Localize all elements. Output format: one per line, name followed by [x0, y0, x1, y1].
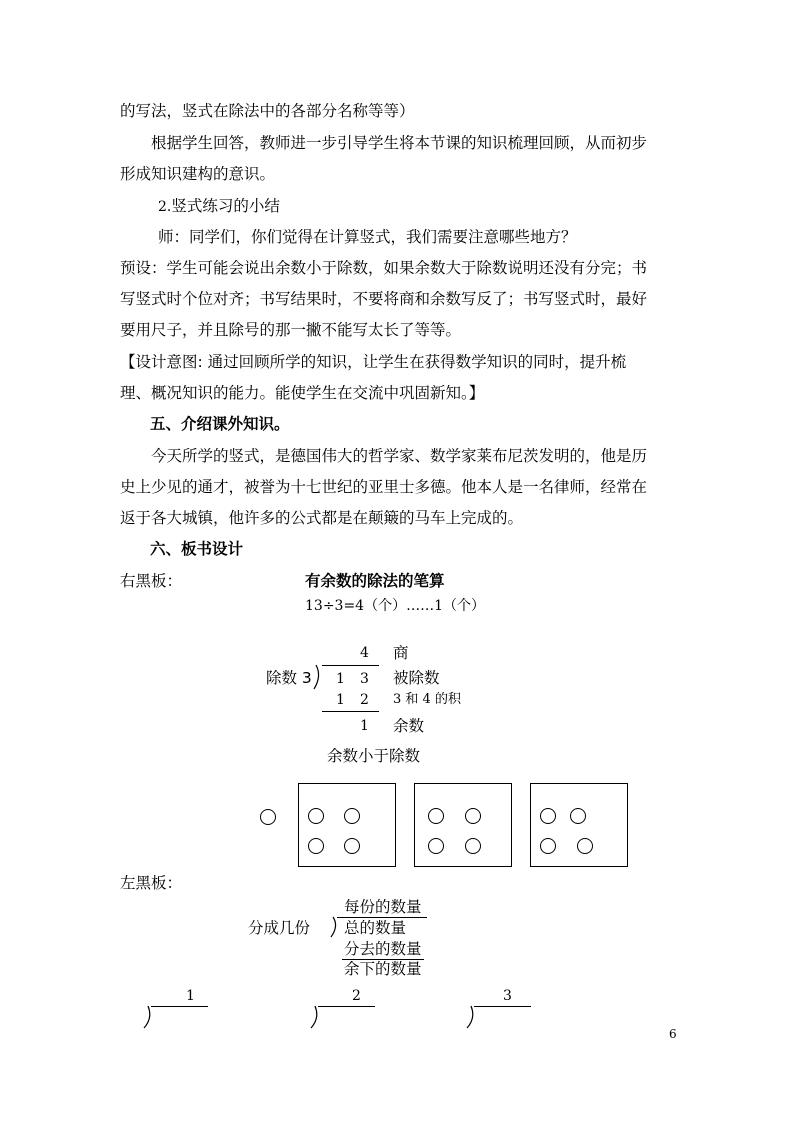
- quotient: 4: [360, 645, 369, 661]
- left-label: 余下的数量: [344, 960, 422, 978]
- circle-icon: [260, 809, 276, 825]
- remainder: 1: [360, 718, 369, 734]
- circle-icon: [570, 808, 586, 824]
- text-line: 写竖式时个位对齐；书写结果时，不要将商和余数写反了；书写竖式时，最好: [120, 290, 648, 308]
- product-digit: 1: [336, 692, 345, 708]
- subheading-2: [158, 199, 280, 215]
- text-line: 形成知识建构的意识。: [120, 165, 276, 183]
- page-number: 6: [669, 1027, 677, 1041]
- product-digit: 2: [360, 692, 369, 708]
- board-left-label: 左黑板：: [120, 874, 183, 892]
- frame-number: 1: [186, 988, 195, 1004]
- shares-label: 分成几份: [248, 919, 311, 937]
- subtraction-bar: [322, 711, 379, 712]
- division-bar: [337, 917, 427, 918]
- text-line: 今天所学的竖式，是德国伟大的哲学家、数学家莱布尼茨发明的，他是历: [151, 447, 648, 465]
- remainder-note: 余数小于除数: [327, 747, 421, 765]
- division-bar: [151, 1006, 208, 1007]
- circle-icon: [465, 808, 481, 824]
- circle-icon: [540, 838, 556, 854]
- division-bar: [474, 1006, 531, 1007]
- division-bracket: [466, 1006, 478, 1030]
- circle-icon: [428, 808, 444, 824]
- division-bracket: [329, 917, 341, 939]
- board-right-label: 右黑板：: [120, 572, 183, 590]
- circle-icon: [308, 808, 324, 824]
- text-line: 根据学生回答，教师进一步引导学生将本节课的知识梳理回顾，从而初步: [151, 134, 648, 152]
- text-line: 预设：学生可能会说出余数小于除数，如果余数大于除数说明还没有分完；书: [120, 259, 648, 277]
- text-line: 要用尺子，并且除号的那一撇不能写太长了等等。: [120, 321, 462, 339]
- section-heading-5: 五、介绍课外知识。: [150, 415, 290, 433]
- teacher-question: 师：同学们，你们觉得在计算竖式，我们需要注意哪些地方？: [158, 228, 577, 246]
- division-bracket: [310, 1006, 322, 1030]
- per-share-label: 每份的数量: [344, 898, 422, 916]
- subheading-number: 2.: [158, 199, 172, 215]
- product-label: 3 和 4 的积: [393, 692, 461, 707]
- divisor-label: 除数 3: [266, 669, 312, 687]
- circle-icon: [465, 838, 481, 854]
- group-box: [298, 783, 396, 867]
- division-bracket: [143, 1006, 155, 1030]
- board-title: 有余数的除法的笔算: [305, 572, 445, 590]
- design-intent: 理、概况知识的能力。能使学生在交流中巩固新知。】: [120, 384, 485, 402]
- remainder-label: 余数: [393, 717, 425, 735]
- circle-icon: [344, 808, 360, 824]
- circle-icon: [344, 838, 360, 854]
- section-heading-6: 六、板书设计: [150, 540, 244, 558]
- text-line: 史上少见的通才，被誉为十七世纪的亚里士多德。他本人是一名律师，经常在: [120, 478, 648, 496]
- circle-icon: [540, 808, 556, 824]
- group-box: [414, 783, 512, 867]
- total-label: 总的数量: [344, 919, 407, 937]
- division-bar: [322, 665, 379, 666]
- design-intent: 【设计意图: 通过回顾所学的知识，让学生在获得数学知识的同时，提升梳: [120, 353, 627, 371]
- taken-label: 分去的数量: [344, 940, 422, 958]
- dividend-label: 被除数: [393, 669, 440, 687]
- division-bar: [318, 1006, 375, 1007]
- group-box: [530, 783, 628, 867]
- division-equation: 13÷3=4（个）……1（个）: [305, 598, 485, 614]
- subheading-text: 竖式练习的小结: [171, 197, 280, 215]
- quotient-label: 商: [393, 644, 409, 662]
- dividend-digit: 3: [360, 671, 369, 687]
- frame-number: 2: [352, 988, 361, 1004]
- frame-number: 3: [503, 988, 512, 1004]
- dividend-digit: 1: [336, 671, 345, 687]
- circle-icon: [308, 838, 324, 854]
- text-line: 的写法，竖式在除法中的各部分名称等等）: [120, 102, 415, 120]
- circle-icon: [577, 838, 593, 854]
- circle-icon: [428, 838, 444, 854]
- text-line: 返于各大城镇，他许多的公式都是在颠簸的马车上完成的。: [120, 509, 524, 527]
- division-bracket: [312, 665, 324, 691]
